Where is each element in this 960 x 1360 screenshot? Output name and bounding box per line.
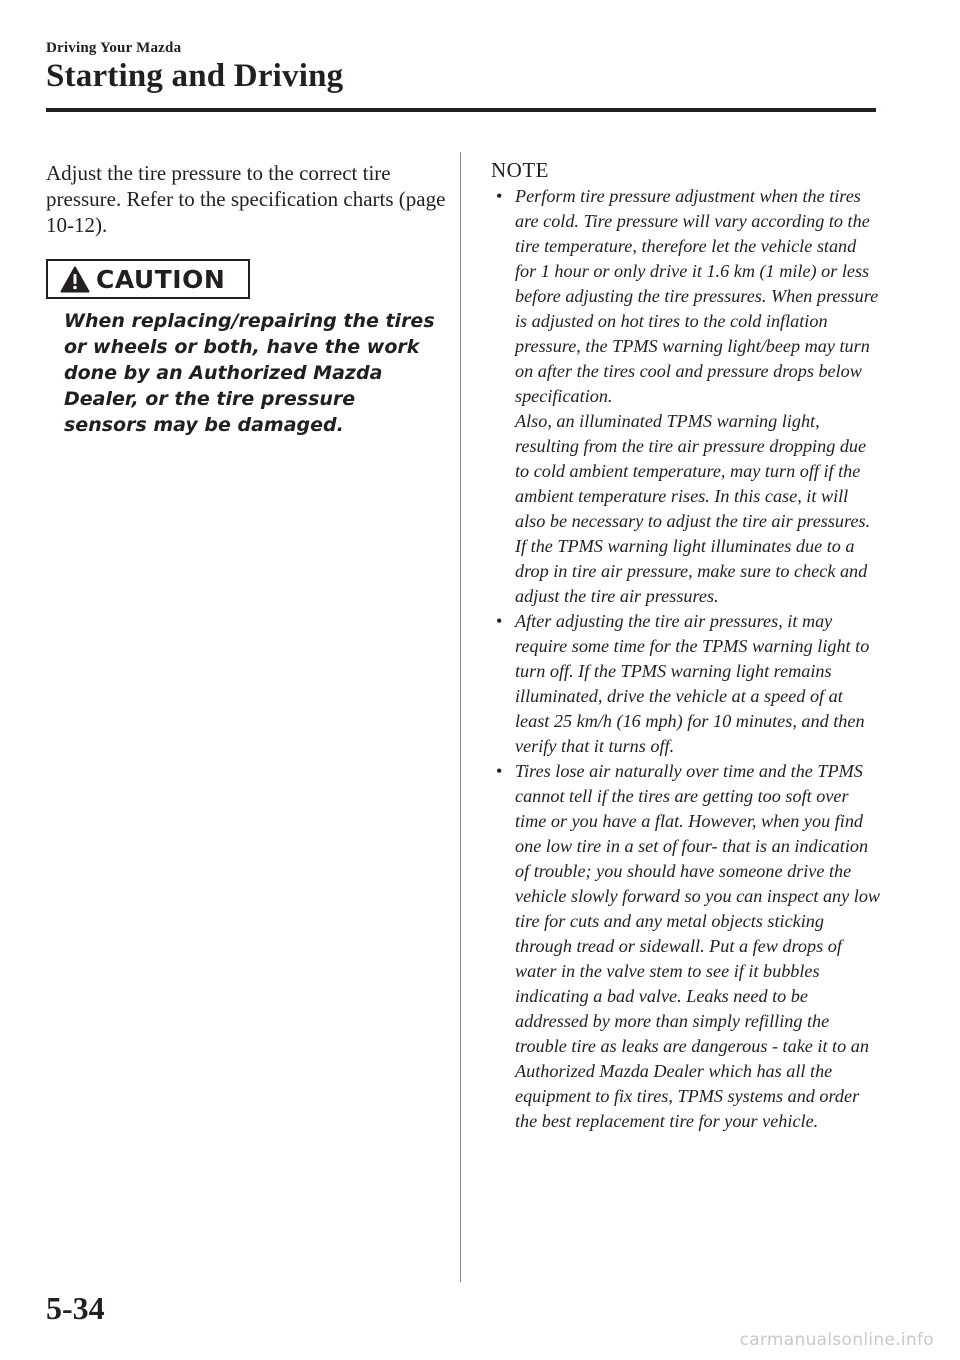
intro-paragraph: Adjust the tire pressure to the correct tire pressure. Refer to the specification charts (page 10-12). — [46, 161, 446, 237]
note-item — [491, 184, 881, 609]
note-item — [491, 609, 881, 759]
page-title: Starting and Driving — [46, 58, 344, 94]
note-paragraph: Also, an illuminated TPMS warning light, resulting from the tire air pressure dropping due to cold ambient temperature, may turn off if the ambient temperature rises. In this case, it will also be necessary to adjust the tire air pressures. If the TPMS warning light illuminates due to a drop in tire air pressure, make sure to check and adjust the tire air pressures. — [515, 411, 871, 606]
note-paragraph: Perform tire pressure adjustment when the tires are cold. Tire pressure will vary according to the tire temperature, therefore let the vehicle stand for 1 hour or only drive it 1.6 km (1 mile) or less before adjusting the tire pressures. When pressure is adjusted on hot tires to the cold inflation pressure, the TPMS warning light/beep may turn on after the tires cool and pressure drops below specification. — [515, 186, 879, 406]
page-number: 5-34 — [46, 1290, 105, 1326]
note-paragraph: After adjusting the tire air pressures, it may require some time for the TPMS warning light to turn off. If the TPMS warning light remains illuminated, drive the vehicle at a speed of at least 25 km/h (16 mph) for 10 minutes, and then verify that it turns off. — [515, 611, 870, 756]
bullet-icon: • — [496, 611, 503, 631]
column-divider — [460, 152, 461, 1282]
warning-triangle-icon — [60, 266, 90, 293]
caution-text: When replacing/repairing the tires or wheels or both, have the work done by an Authorized Mazda Dealer, or the tire pressure sensors may be damaged. — [64, 310, 435, 436]
caution-title: CAUTION — [96, 264, 226, 294]
note-list — [491, 184, 881, 1134]
watermark: carmanualsonline.info — [739, 1330, 934, 1350]
note-heading: NOTE — [491, 158, 549, 182]
header-divider — [46, 108, 876, 112]
section-label: Driving Your Mazda — [46, 40, 182, 56]
note-paragraph: Tires lose air naturally over time and the TPMS cannot tell if the tires are getting too soft over time or you have a flat. However, when you find one low tire in a set of four- that is an indication of trouble; you should have someone drive the vehicle slowly forward so you can inspect any low tire for cuts and any metal objects sticking through tread or sidewall. Put a few drops of water in the valve stem to see if it bubbles indicating a bad valve. Leaks need to be addressed by more than simply refilling the trouble tire as leaks are dangerous - take it to an Authorized Mazda Dealer which has all the equipment to fix tires, TPMS systems and order the best replacement tire for your vehicle. — [515, 761, 881, 1131]
caution-label-box — [46, 259, 250, 299]
bullet-icon: • — [496, 186, 503, 206]
bullet-icon: • — [496, 761, 503, 781]
note-item — [491, 759, 881, 1134]
